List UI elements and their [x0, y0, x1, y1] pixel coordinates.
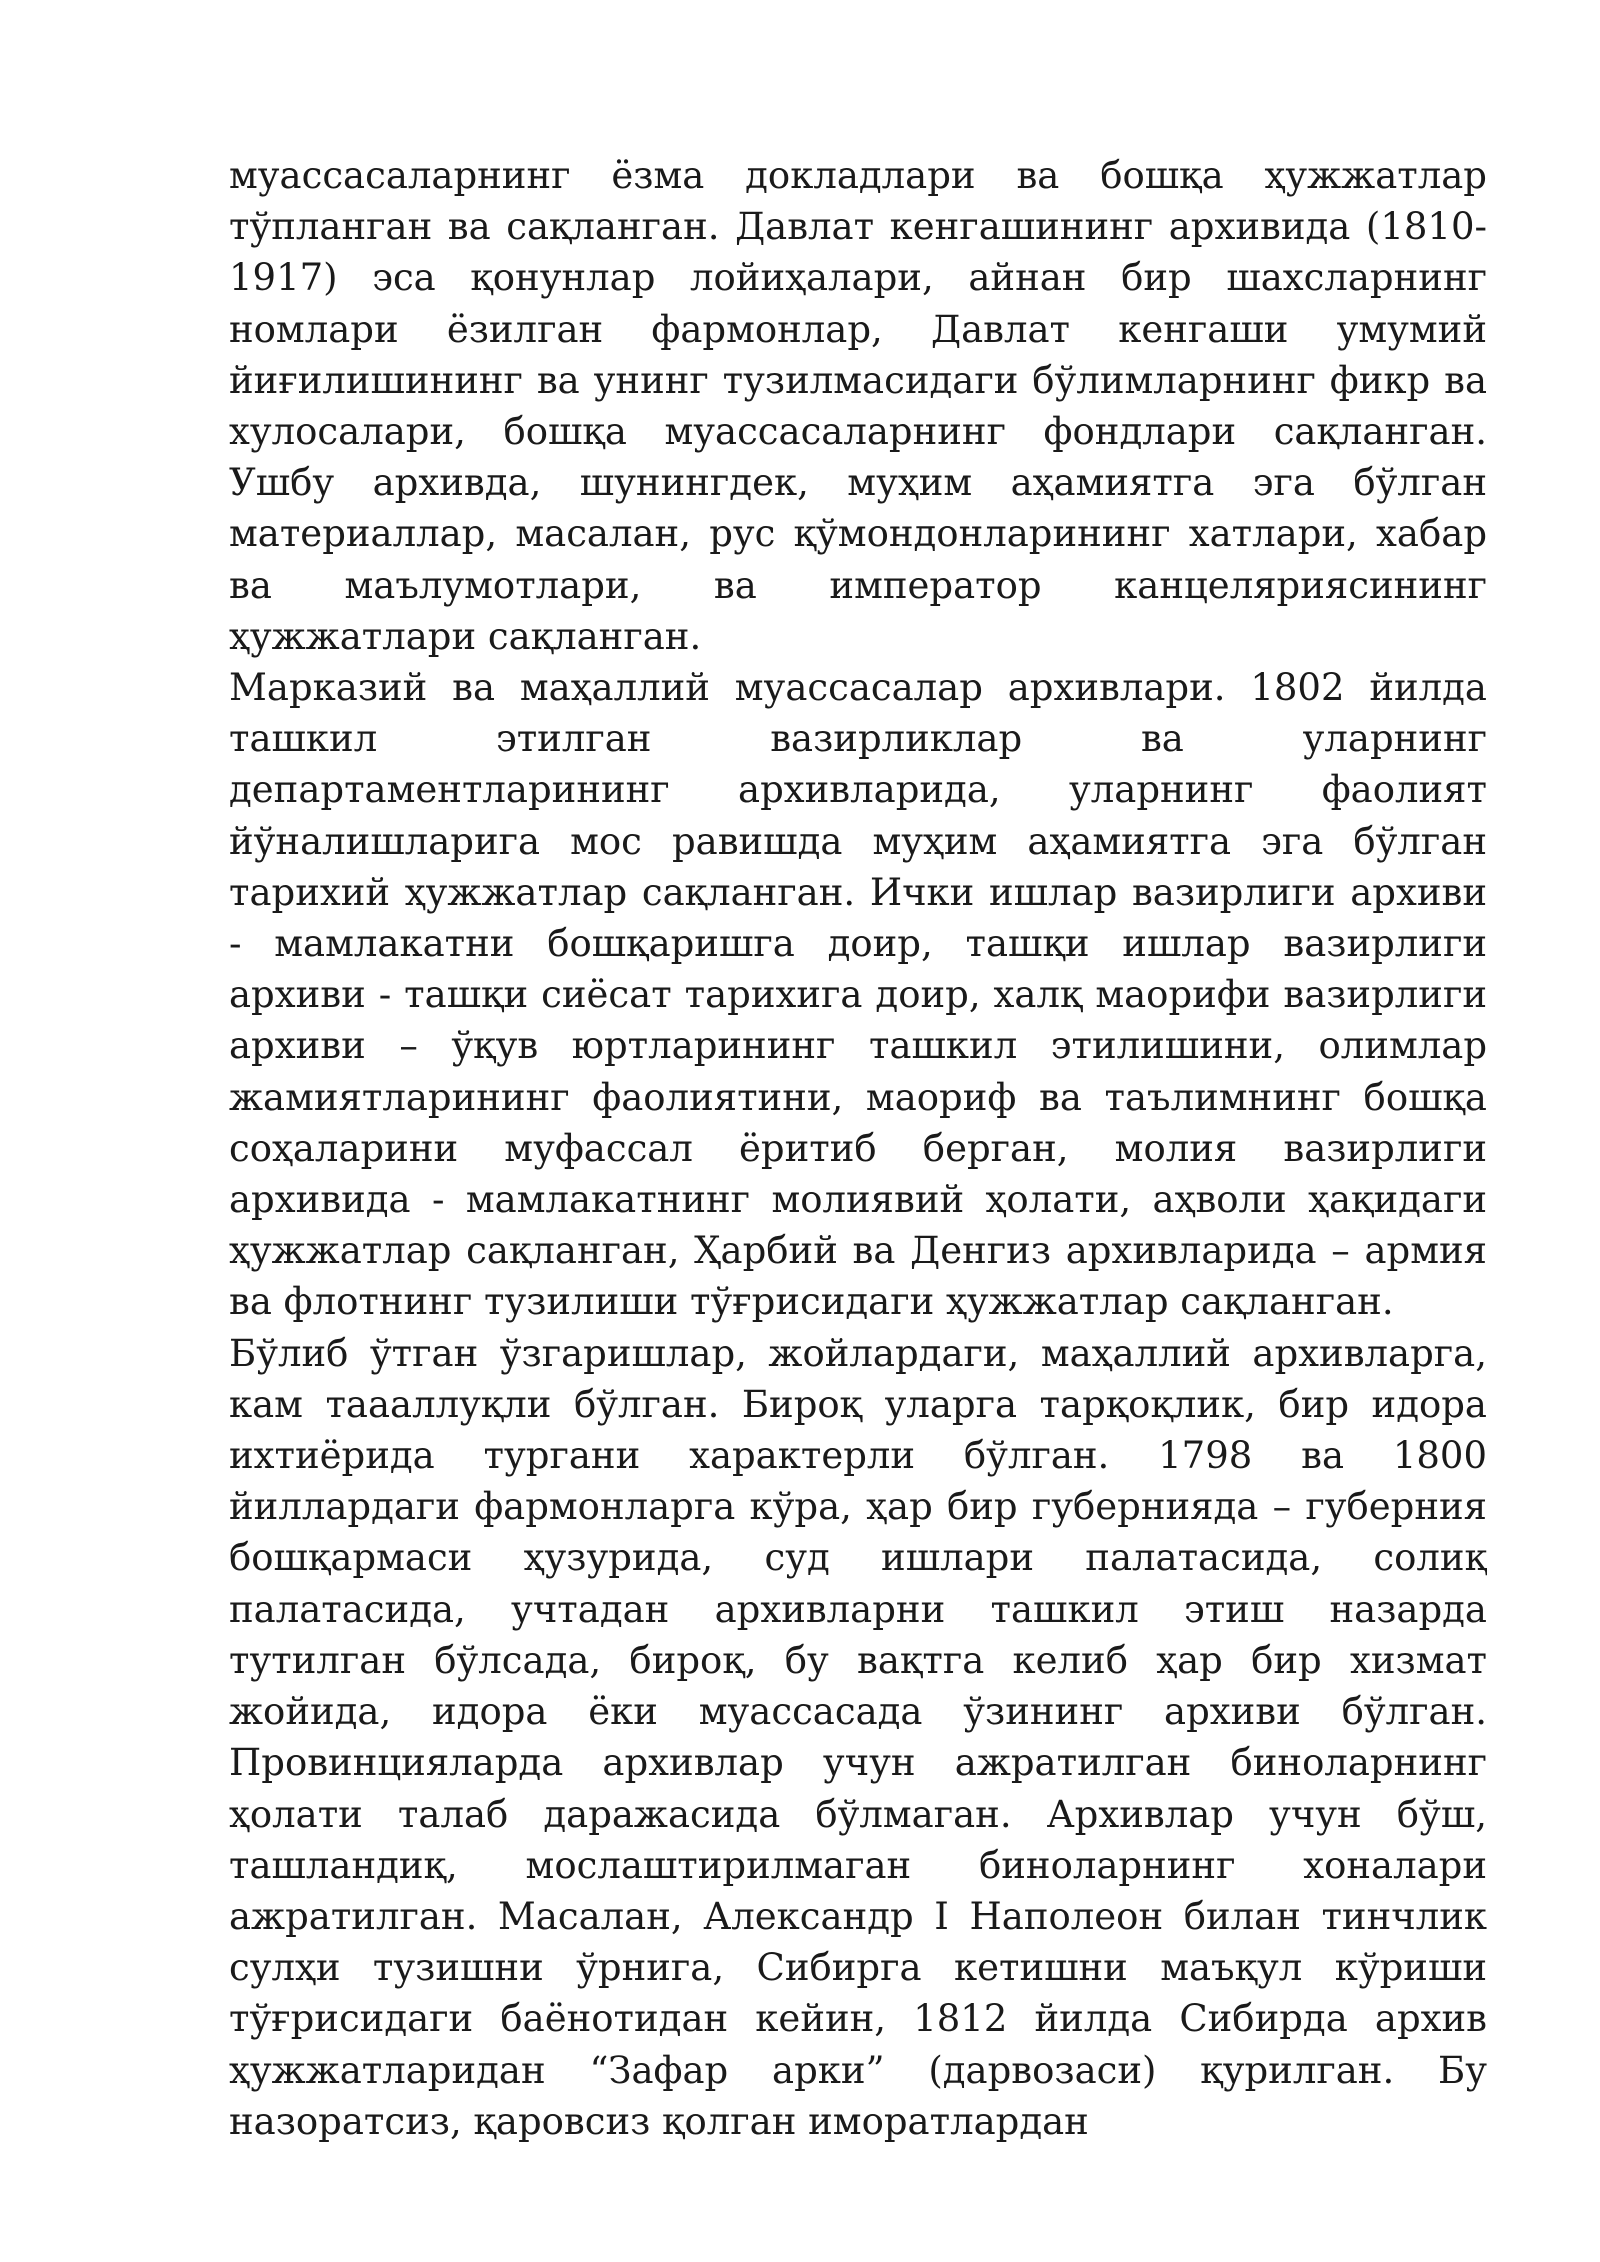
paragraph: Бўлиб ўтган ўзгаришлар, жойлардаги, маҳаллий архивларга, кам таааллуқли бўлган. Бироқ уларга тарқоқлик, бир идора ихтиёрида тургани характерли бўлган. 1798 ва 1800 йиллардаги фармонларга кўра, ҳар бир губернияда – губерния бошқармаси ҳузурида, суд ишлари палатасида, солиқ палатасида, учтадан архивларни ташкил этиш назарда тутилган бўлсада, бироқ, бу вақтга келиб ҳар бир хизмат жойида, идора ёки муассасада ўзининг архиви бўлган. Провинцияларда архивлар учун ажратилган биноларнинг ҳолати талаб даражасида бўлмаган. Архивлар учун бўш, ташландиқ, мослаштирилмаган биноларнинг хоналари ажратилган. Масалан, Александр I Наполеон билан тинчлик сулҳи тузишни ўрнига, Сибирга кетишни маъқул кўриши тўғрисидаги баёнотидан кейин, 1812 йилда Сибирда архив ҳужжатларидан “Зафар арки” (дарвозаси) қурилган. Бу назоратсиз, қаровсиз қолган иморатлардан — [229, 1331, 1487, 2143]
paragraph: Марказий ва маҳаллий муассасалар архивлари. 1802 йилда ташкил этилган вазирликлар ва уларнинг департаментларининг архивларида, уларнинг фаолият йўналишларига мос равишда муҳим аҳамиятга эга бўлган тарихий ҳужжатлар сақланган. Ички ишлар вазирлиги архиви - мамлакатни бошқаришга доир, ташқи ишлар вазирлиги архиви - ташқи сиёсат тарихига доир, халқ маорифи вазирлиги архиви – ўқув юртларининг ташкил этилишини, олимлар жамиятларининг фаолиятини, маориф ва таълимнинг бошқа соҳаларини муфассал ёритиб берган, молия вазирлиги архивида - мамлакатнинг молиявий ҳолати, аҳволи ҳақидаги ҳужжатлар сақланган, Ҳарбий ва Денгиз архивларида – армия ва флотнинг тузилиши тўғрисидаги ҳужжатлар сақланган. — [229, 666, 1487, 1324]
paragraph: муассасаларнинг ёзма докладлари ва бошқа ҳужжатлар тўпланган ва сақланган. Давлат кенгашининг архивида (1810-1917) эса қонунлар лойиҳалари, айнан бир шахсларнинг номлари ёзилган фармонлар, Давлат кенгаши умумий йиғилишининг ва унинг тузилмасидаги бўлимларнинг фикр ва хулосалари, бошқа муассасаларнинг фондлари сақланган. Ушбу архивда, шунингдек, муҳим аҳамиятга эга бўлган материаллар, масалан, рус қўмондонларининг хатлари, хабар ва маълумотлари, ва император канцеляриясининг ҳужжатлари сақланган. — [229, 154, 1487, 658]
document-page — [229, 150, 1487, 2150]
